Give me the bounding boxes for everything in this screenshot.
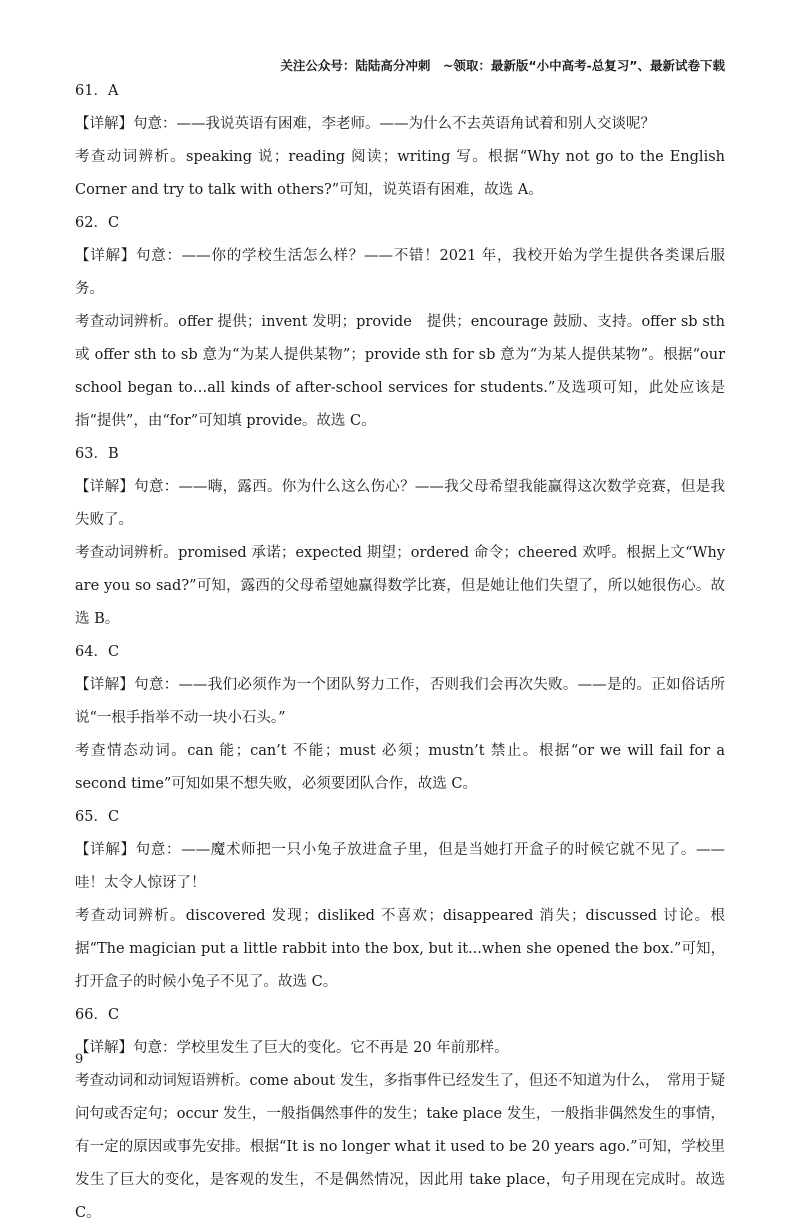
- translation-paragraph: 【详解】句意：学校里发生了巨大的变化。它不再是 20 年前那样。: [75, 1040, 509, 1056]
- question-number: 65．C: [75, 809, 120, 825]
- question-number: 63．B: [75, 446, 119, 462]
- answer-entry-64: [75, 636, 725, 801]
- translation-paragraph: 【详解】句意：——你的学校生活怎么样？——不错！2021 年，我校开始为学生提供各类课后服务。: [75, 248, 725, 297]
- analysis-paragraph: 考查动词辨析。speaking 说；reading 阅读；writing 写。根据“Why not go to the English Corner and try to talk with others?”可知，说英语有困难，故选 A。: [75, 149, 725, 198]
- question-number: 64．C: [75, 644, 120, 660]
- answer-content: [75, 75, 725, 1230]
- analysis-paragraph: 考查情态动词。can 能；can’t 不能；must 必须；mustn’t 禁止。根据“or we will fail for a second time”可知如果不想失败，必须要团队合作，故选 C。: [75, 743, 725, 792]
- analysis-paragraph: 考查动词辨析。offer 提供；invent 发明；provide 提供；encourage 鼓励、支持。offer sb sth 或 offer sth to sb 意为“为某人提供某物”；provide sth for sb 意为“为某人提供某物”。根据“our school began to…all kinds of after-school services for students.”及选项可知，此处应该是指“提供”，由“for”可知填 provide。故选 C。: [75, 314, 725, 429]
- answer-entry-62: [75, 207, 725, 438]
- question-number: 62．C: [75, 215, 120, 231]
- answer-entry-61: [75, 75, 725, 207]
- translation-paragraph: 【详解】句意：——我说英语有困难，李老师。——为什么不去英语角试着和别人交谈呢？: [75, 116, 655, 132]
- page-header: 关注公众号：陆陆高分冲刺 ~领取：最新版“小中高考-总复习”、最新试卷下载: [280, 58, 725, 73]
- question-number: 61．A: [75, 83, 119, 99]
- analysis-paragraph: 考查动词辨析。promised 承诺；expected 期望；ordered 命令；cheered 欢呼。根据上文“Why are you so sad?”可知，露西的父母希望她赢得数学比赛，但是她让他们失望了，所以她很伤心。故选 B。: [75, 545, 725, 627]
- translation-paragraph: 【详解】句意：——我们必须作为一个团队努力工作，否则我们会再次失败。——是的。正如俗话所说“一根手指举不动一块小石头。”: [75, 677, 725, 726]
- question-number: 66．C: [75, 1007, 120, 1023]
- answer-entry-65: [75, 801, 725, 999]
- answer-entry-63: [75, 438, 725, 636]
- answer-entry-66: [75, 999, 725, 1230]
- translation-paragraph: 【详解】句意：——魔术师把一只小兔子放进盒子里，但是当她打开盒子的时候它就不见了。——哇！太令人惊讶了！: [75, 842, 725, 891]
- page-number: 9: [75, 1052, 84, 1067]
- analysis-paragraph: 考查动词辨析。discovered 发现；disliked 不喜欢；disappeared 消失；discussed 讨论。根据“The magician put a little rabbit into the box, but it...when she opened the box.”可知，打开盒子的时候小兔子不见了。故选 C。: [75, 908, 725, 990]
- translation-paragraph: 【详解】句意：——嗨，露西。你为什么这么伤心？——我父母希望我能赢得这次数学竞赛，但是我失败了。: [75, 479, 725, 528]
- analysis-paragraph: 考查动词和动词短语辨析。come about 发生，多指事件已经发生了，但还不知道为什么， 常用于疑问句或否定句；occur 发生，一般指偶然事件的发生；take place 发生，一般指非偶然发生的事情，有一定的原因或事先安排。根据“It is no longer what it used to be 20 years ago.”可知，学校里发生了巨大的变化，是客观的发生，不是偶然情况，因此用 take place，句子用现在完成时。故选 C。: [75, 1073, 725, 1221]
